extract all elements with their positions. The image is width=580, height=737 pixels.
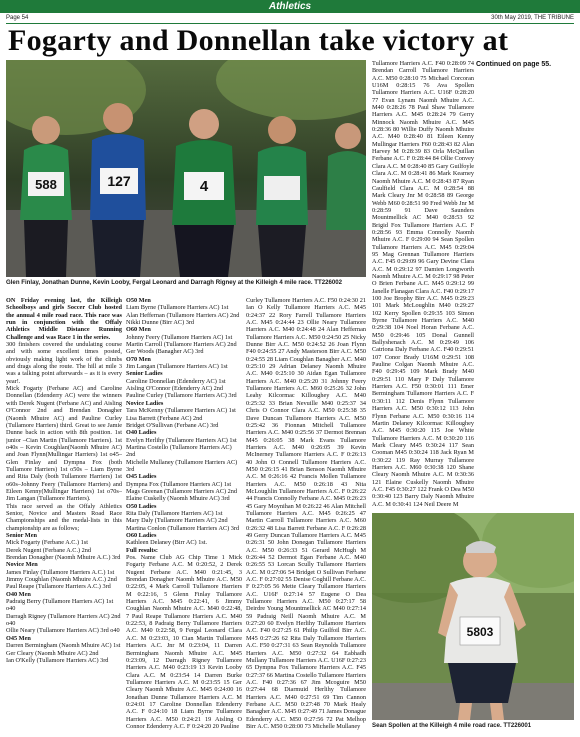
award-category — [126, 429, 242, 436]
article-column-4 — [372, 60, 474, 510]
award-line: Jim Langan (Tullamore Harriers AC) 1st — [126, 363, 228, 371]
race-photo-caption: Glen Finlay, Jonathan Dunne, Kevin Looby, Fergal Leonard and Darragh Rigney at the Killeigh 4 mile race. TT226002 — [6, 279, 343, 286]
award-category — [6, 635, 122, 642]
article-column-3 — [246, 297, 366, 733]
article-column-2 — [126, 297, 242, 733]
issue-date: 30th May 2019, THE TRIBUNE — [491, 15, 574, 21]
award-heading: O60 Men — [126, 326, 151, 334]
award-category — [126, 532, 242, 539]
article-paragraph-3: Mick Fogarty (Ferbane AC) and Caroline Donnellan (Edenderry AC) were the winners with Derek Nugent (Ferbane AC) and Aisling O'Connor 2nd and Brendan Donagher (Naomh Mhuire AC) and Pauline Curley (Tullamore Harriers) third. Great to see Jamie Dunne back in action with 8th position. 1st junior –Cian Martin (Tullamore Harriers). 1st o40s – Kevin Coughlan(Naomh Mhuire AC) and Joan Flynn(Mullingar Harriers) 1st o45– Glen Finlay and Dympna Fox (both Tullamore Harriers) 1st o50s – Liam Byrne and Rita Daly (both Tullamore Harriers) 1st o60s–Johnny Feery (Tullamore Harriers) and Eileen Kenny(Mullingar Harriers) 1st o70s–Jim Langan (Tullamore Harriers). — [6, 385, 122, 503]
award-line: Dympna Fox (Tullamore Harriers AC) 1st — [126, 480, 232, 488]
results-heading — [126, 547, 242, 554]
bib-number-2: 127 — [107, 173, 131, 189]
award-category — [126, 473, 242, 480]
award-category — [126, 503, 242, 510]
award-line: Liam Byrne (Tullamore Harriers AC) 1st — [126, 304, 229, 312]
section-banner — [0, 0, 580, 13]
award-category — [126, 326, 242, 333]
bib-number-1: 588 — [35, 177, 57, 192]
article-column-1 — [6, 297, 122, 733]
award-category — [126, 370, 242, 377]
results-text-part-2: Curley Tullamore Harriers A.C. F50 0:24:30 21 Ian O Kelly Tullamore Harriers A.C. M45 0:24:37 22 Rory Farrell Tullamore Harriers A.C. M45 0:24:44 23 Ollie Neary Tullamore Harriers A.C. M40 0:24:48 24 Alan Heffernan Tullamore Harriers A.C. M50 0:24:50 25 Nicky Dunne Birr A.C. M50 0:24:52 26 Joan Flynn F40 0:24:55 27 Andy Masterson Birr A.C. M50 0:24:55 28 Liam Coughlan Banagher A.C. M40 0:25:10 29 Adrian Delaney Naomh Mhuire A.C. M40 0:25:10 30 Aidan Egan Tullamore Harriers A.C. M40 0:25:20 31 Johnny Feery Tullamore Harriers A.C. M60 0:25:26 32 John Leahy Kilcormac Killoughey A.C. M40 0:25:32 33 Brian Nevuille M40 0:25:37 34 Chris O Connor Clara A.C. M50 0:25:38 35 Dave Duncan Tullamore Harriers A.C. M50 0:25:42 36 Fionnan Mitchell Tullamore Harriers A.C. M40 0:25:56 37 Dermot Brennan M45 0:26:05 38 Mark Evans Tullamore Harriers A.C. M40 0:26:05 39 Kevin McInerney Tullamore Harriers A.C. F 0:26:13 40 John O Connell Tullamore Harriers A.C. M50 0:26:15 41 Brian Benson Naomh Mhuire A.C. M 0:26:16 42 Francis Mollen Tullamore Harriers A.C. M50 0:26:18 43 Nita McLoughlin Tullamore Harriers A.C. F 0:26:22 44 Francis Connolly Ferbane A.C. M45 0:26:23 45 Gary Moynihan M 0:26:22 46 Alan Mitchell Tullamore Harriers A.C. M45 0:26:25 47 Martin Carroll Tullamore Harriers A.C. M60 0:26:32 48 Lisa Barrett Ferbane A.C. F 0:26:28 49 Gerry Duncan Tullamore Harriers A.C. M45 0:26:31 50 John Donegan Tullamore Harriers A.C. M50 0:26:33 51 Gerard McHugh M 0:26:44 52 Dermot Egan Ferbane A.C. M40 0:26:55 53 Lorcan Scully Tullamore Harriers A.C. M 0:27:06 54 Bridget O Sullivan Ferbane A.C. F 0:27:02 55 Denise Coghill Ferbane A.C. F 0:27:05 56 Mette Cleary Tullamore Harriers A.C. U16F 0:27:14 57 Eugene O Dea Tullamore Harriers A.C. M50 0:27:17 58 Deirdre Young Mountmellick AC M40 0:27:14 59 Padraig Neill Naomh Mhuire A.C. M 0:27:20 60 Evelyn Herlihy Tullamore Harriers A.C. F40 0:27:25 61 Philip Guilfoil Birr A.C. M45 0:27:26 62 Rita Daly Tullamore Harriers A.C. F50 0:27:31 63 Sean Reynolds Tullamore Harriers A.C. M50 0:27:32 64 Eabhadh Mullany Tullamore Harriers A.C. U16F 0:27:23 65 Dympna Fox Tullamore Harriers A.C. F45 0:27:37 66 Martina Costello Tullamore Harriers A.C. F40 0:27:36 67 Jim Mcoguire M50 0:27:44 68 Diarmuid Herlihy Tullamore Harriers A.C. M40 0:27:51 69 Tim Cannon Ferbane A.C. M50 0:27:48 70 Mark Healy Banagher A.C. M45 0:27:49 71 James Donague Edenderry A.C. M50 0:27:56 72 Pat Melhop Birr A.C. M50 0:28:00 73 Michelle Mullaney — [246, 297, 366, 730]
award-line: Lisa Barrett (Ferbane AC) 2nd — [126, 414, 203, 422]
runner-photo-caption: Sean Spollen at the Killeigh 4 mile road race. TT226001 — [372, 722, 532, 729]
results-text-part-3: Tullamore Harriers A.C. F40 0:28:09 74 Brendan Carroll Tullamore Harriers A.C. M50 0:28:10 75 Michael Corcoran U16M 0:28:15 76 Ava Spollen Tullamore Harriers A.C. U16F 0:28:20 77 Evan Lynam Naomh Mhuire A.C. M40 0:28:26 78 Paul Shaw Tullamore Harriers A.C. M45 0:28:24 79 Gerry Minnock Naomh Mhuire A.C. M45 0:28:36 80 Willie Duffy Naomh Mhuire A.C. M40 0:28:40 81 Eileen Kenny Mullingar Harriers F60 0:28:43 82 Alan Harvey M 0:28:39 83 Orla McQuillan Ferbane A.C. F 0:28:44 84 Ollie Convey Clara A.C. M 0:28:40 85 Gary Guilfoyle Clara A.C. M 0:28:41 86 Mark Kearney Naomh Mhuire A.C. M 0:28:43 87 Ryan Caulfield Clara A.C. M 0:28:54 88 Mark Cleary Jnr M 0:28:58 89 George Webb M60 0:28:51 90 Fred Webb Jnr M 0:28:59 91 Dave Saunders Mountmellick AC M40 0:28:53 92 Brigid Fox Tullamore Harriers A.C. F 0:28:56 93 Emma Connolly Naomh Mhuire A.C. F 0:29:00 94 Sean Spollen Tullamore Harriers A.C. M45 0:29:04 95 Mag Grennan Tullamore Harriers A.C. F45 0:29:09 96 Gary Devine Clara A.C. M 0:29:12 97 Damien Longworth Naomh Mhuire A.C. M 0:29:17 98 Peter O Brien Ferbane A.C. M45 0:29:12 99 Janelle Flanagan Clara A.C. F40 0:29:17 100 Joe Brophy Birr A.C. M45 0:29:23 101 Mark McLoughlin M40 0:29:27 102 Kerry Spollen 0:29:35 103 Simon Byrne Tullamore Harriers A.C. M40 0:29:38 104 Noel Horan Ferbane A.C. M50 0:29:46 105 Donal Gunnell Ballyshenach A.C. M 0:29:49 106 Catriona Daly Ferbane A.C. F40 0:29:51 107 Conor Brady U16M 0:29:51 108 Pauline Colgan Naomh Mhuire A.C. F40 0:29:45 109 Mark Brady M40 0:29:51 110 Mary P Daly Tullamore Harriers A.C. F50 0:30:01 111 Emer Bermingham Tullamore Harriers A.C. F 0:30:11 112 Denis Flynn Tullamore Harriers A.C. M50 0:30:12 113 John Flynn Ferbane A.C. M50 0:30:16 114 Martin Delaney Kilcormac Killoughey A.C. M45 0:30:20 115 Joe White Tullamore Harriers A.C. M 0:30:20 116 Mark Cleary M45 0:30:24 117 Sean Cooman M45 0:30:24 118 Jack Ryan M 0:30:22 119 Ray Murray Tullamore Harriers A.C. M60 0:30:38 120 Shane Cleary Naomh Mhuire A.C. M 0:30:36 121 Elaine Cuskelly Naomh Mhuire A.C. F45 0:30:27 122 Frank O Dea M50 0:30:40 123 Barry Daly Naomh Mhuire A.C. M 0:30:41 124 Neil Deere M — [372, 60, 474, 508]
award-category — [126, 400, 242, 407]
award-heading: O40 Ladies — [126, 429, 157, 437]
article-lead: ON Friday evening last, the Killeigh Schoolboys and girls Soccer Club hosted the annual 4 mile road race. This race was run in conjunction with the Offaly Athletics Middle Distance Running Challenge and was Race 1 in the series. — [6, 297, 122, 341]
award-line: Martina Costello (Tullamore Harriers AC) 2nd — [126, 443, 232, 459]
runner-bib-number: 5803 — [466, 625, 494, 639]
article-paragraph-2: 300 finishers covered the undulating course and with some excellent times posted, obviously making light work of the climbs and drags along the route. The hill at mile 3 was a talking point afterwards – as it is every year!. — [6, 341, 122, 385]
race-photo — [6, 60, 366, 277]
award-line: Ger Woods (Banagher AC) 3rd — [126, 348, 204, 356]
award-line: Ian O'Kelly (Tullamore Harriers AC) 3rd — [6, 656, 109, 664]
award-line: Aisling O'Connor (Edenderry AC) 2nd — [126, 385, 223, 393]
award-line: Rita Daly (Tullamore Harriers AC) 1st — [126, 509, 223, 517]
award-line: Mick Fogarty (Ferbane A.C.) 1st — [6, 539, 88, 547]
award-heading: O50 Ladies — [126, 502, 157, 510]
continued-note: Continued on page 55. — [476, 61, 552, 68]
award-category — [6, 532, 122, 539]
award-line: Bridget O'Sullivan (Ferbane AC) 3rd — [126, 421, 219, 429]
headline: Fogarty and Donnellan take victory at — [8, 25, 509, 57]
award-line: Darragh Rigney (Tullamore Harriers AC) 2nd o40 — [6, 612, 121, 628]
award-heading: O40 Men — [6, 590, 31, 598]
award-line: James Finlay (Tullamore Harriers A.C.) 1st — [6, 568, 115, 576]
award-line: Kathleen Delaney (Birr AC) 1st. — [126, 539, 208, 547]
award-line: Nikki Dunne (Birr AC) 3rd — [126, 319, 195, 327]
runner-photo — [372, 513, 574, 720]
folio-line — [6, 14, 574, 23]
award-line: Evelyn Herlihy (Tullamore Harriers AC) 1st — [126, 436, 237, 444]
award-line: Pauline Curley (Tullamore Harriers AC) 3rd — [126, 392, 237, 400]
award-category — [126, 356, 242, 363]
results-text-part-1: Pos. Name Club AG Chip Time 1 Mick Fogarty Ferbane A.C. M 0:20:52, 2 Derek Nugent Ferbane A.C. M40 0:21:45, 3 Brendan Donagher Naomh Mhuire A.C. M50 0:22:05, 4 Mark Carroll Tullamore Harriers M 0:22:16, 5 Glenn Finlay Tullamore Harriers A.C. M45 0:22:41, 6 Jimmy Coughlan Naomh Mhuire A.C. M40 0:22:48, 7 Paul Reape Tullamore Harriers A.C. M40 0:22:53, 8 Padraig Berry Tullamore Harriers A.C. M40 0:22:58, 9 Fergal Leonard Clara A.C. M 0:23:03, 10 Cian Martin Tullamore Harriers A.C. Jnr M 0:23:04, 11 Darren Bermingham Naomh Mhuire A.C. M45 0:23:09, 12 Darragh Rigney Tullamore Harriers A.C. M40 0:23:19 13 Kevin Looby Clara A.C. M 0:23:54 14 Darren Burke Tullamore Harriers A.C. M 0:23:55 15 Ger Cleary Naomh Mhuire A.C. M45 0:24:00 16 Jonathan Dunne Tullamore Harriers A.C. M 0:24:01 17 Caroline Donnellan Edenderry A.C. F 0:24:10 18 Liam Byrne Tullamore Harriers A.C. M50 0:24:21 19 Aisling O Connor Edenderry A.C. F 0:24:20 20 Pauline — [126, 554, 242, 730]
award-category — [6, 561, 122, 568]
award-line: Martin Carroll (Tullamore Harriers AC) 2nd — [126, 341, 237, 349]
article-paragraph-4: This race served as the Offaly Athletics Senior, Novice and Masters Road Race Championships and the medal-lists in this championship are as follows; — [6, 502, 122, 532]
award-heading: O60 Ladies — [126, 532, 157, 539]
award-line: Mary Daly (Tullamore Harriers AC) 2nd — [126, 517, 228, 525]
award-line: Caroline Donnellan (Edenderry AC) 1st — [126, 377, 226, 385]
award-category — [126, 297, 242, 304]
award-category — [6, 591, 122, 598]
award-heading: O45 Ladies — [126, 473, 157, 481]
page-number: Page 54 — [6, 15, 29, 21]
award-heading: Senior Ladies — [126, 370, 163, 378]
award-line: Elaine Cuskelly (Naomh Mhuire AC) 3rd — [126, 495, 230, 503]
award-heading: O70 Men — [126, 355, 151, 363]
award-heading: Novice Men — [6, 561, 38, 569]
award-heading: Novice Ladies — [126, 399, 164, 407]
award-line: Ger Cleary (Naomh Mhuire AC) 2nd — [6, 649, 99, 657]
award-heading: O45 Men — [6, 634, 31, 642]
award-line: Johnny Feery (Tullamore Harriers AC) 1st — [126, 333, 233, 341]
award-line: Padraig Berry (Tullamore Harriers AC) 1st o40 — [6, 598, 114, 613]
award-line: Michelle Mullaney (Tullamore Harriers AC) 3rd — [126, 458, 238, 473]
award-line: Derek Nugent (Ferbane A.C.) 2nd — [6, 546, 92, 554]
award-line: Alan Heffernan (Tullamore Harriers AC) 2nd — [126, 311, 240, 319]
article-column-5 — [476, 60, 574, 510]
award-line: Paul Reape (Tullamore Harriers A.C.) 3rd — [6, 583, 111, 591]
section-title: Athletics — [268, 1, 312, 12]
award-line: Mags Greenan (Tullamore Harriers AC) 2nd — [126, 487, 238, 495]
award-line: Brendan Donagher (Naomh Mhuire A.C.) 3rd — [6, 554, 121, 562]
award-line: Jimmy Coughlan (Naomh Mhuire A.C.) 2nd — [6, 576, 117, 584]
award-line: Ollie Neary (Tullamore Harriers AC) 3rd o40 — [6, 627, 120, 635]
bib-number-3: 4 — [199, 178, 209, 195]
award-line: Darren Bermingham (Naomh Mhuire AC) 1st — [6, 642, 121, 650]
results-intro: Full results: — [126, 546, 159, 554]
header-rule — [6, 23, 574, 24]
award-heading: O50 Men — [126, 297, 151, 304]
award-line: Tara McKenny (Tullamore Harriers AC) 1st — [126, 407, 236, 415]
award-line: Martina Conlon (Tullamore Harriers AC) 3rd — [126, 524, 240, 532]
award-heading: Senior Men — [6, 532, 37, 539]
